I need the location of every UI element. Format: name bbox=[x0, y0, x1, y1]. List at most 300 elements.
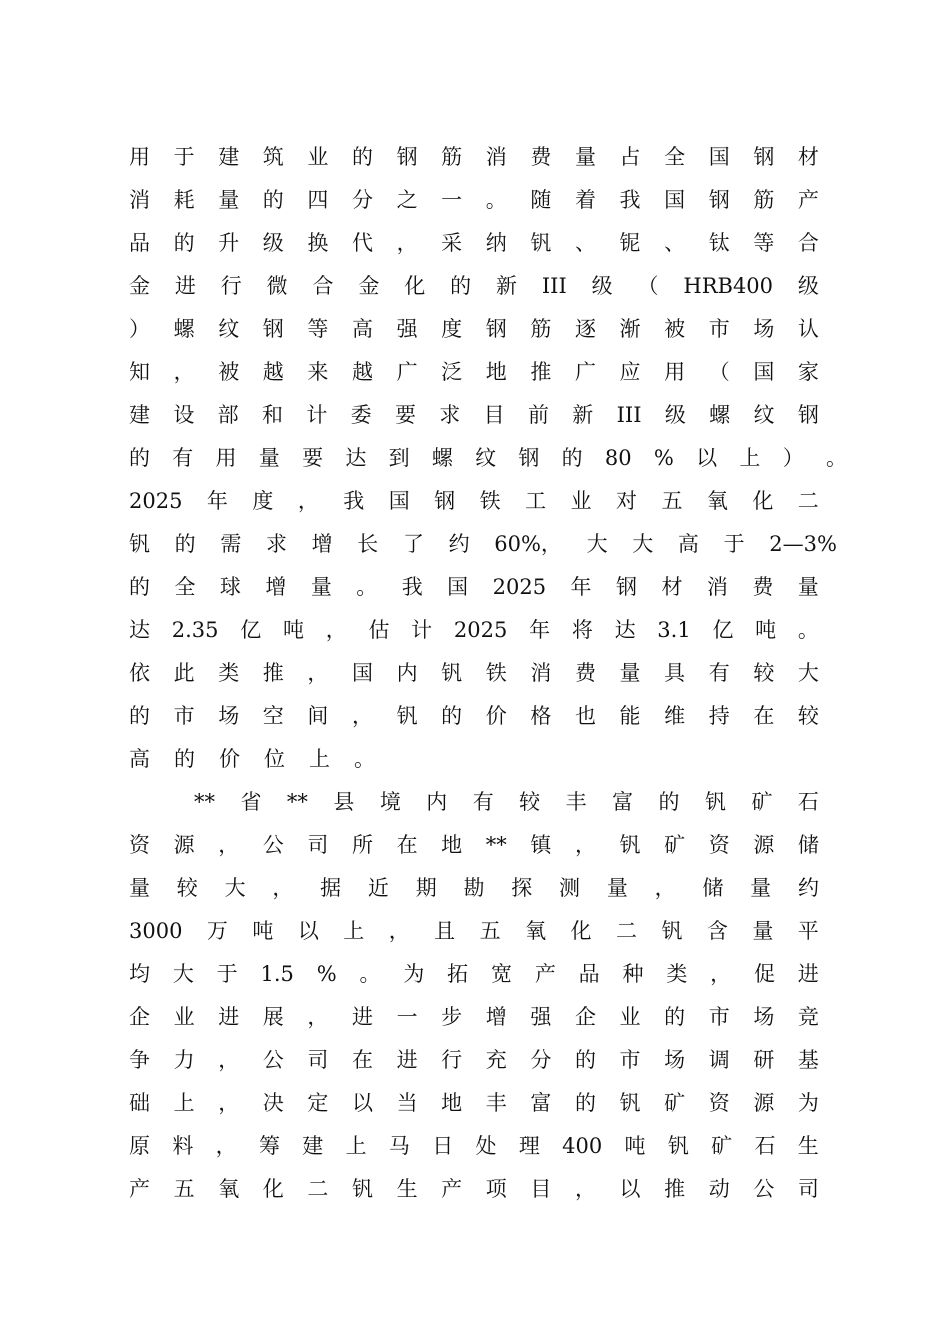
text-token: ， bbox=[218, 833, 240, 857]
text-token: 于 bbox=[216, 962, 238, 986]
text-token: ， bbox=[574, 1177, 596, 1201]
text-token: 场 bbox=[218, 704, 240, 728]
text-line bbox=[129, 738, 819, 781]
text-token: 在 bbox=[753, 704, 775, 728]
text-token: ， bbox=[574, 833, 596, 857]
text-token: 有 bbox=[708, 661, 730, 685]
text-token: 全 bbox=[174, 575, 196, 599]
text-token: 一 bbox=[441, 188, 463, 212]
text-token: 竞 bbox=[797, 1005, 819, 1029]
text-token: ， bbox=[654, 876, 676, 900]
text-token: 种 bbox=[622, 962, 644, 986]
text-token: 的 bbox=[174, 532, 196, 556]
text-line bbox=[129, 480, 819, 523]
text-token: 400 bbox=[562, 1134, 603, 1158]
text-token: 约 bbox=[448, 532, 470, 556]
text-token: 年 bbox=[570, 575, 592, 599]
text-token: 渐 bbox=[619, 317, 641, 341]
text-line bbox=[129, 1039, 819, 1082]
text-token: 推 bbox=[530, 360, 552, 384]
text-token: 量 bbox=[606, 876, 628, 900]
text-token: 力 bbox=[173, 1048, 195, 1072]
text-token: 公 bbox=[262, 833, 284, 857]
text-token: 换 bbox=[307, 231, 329, 255]
text-token: 铁 bbox=[485, 661, 507, 685]
text-token: ， bbox=[272, 876, 294, 900]
text-token: 我 bbox=[343, 489, 365, 513]
text-token: 国 bbox=[388, 489, 410, 513]
text-token: 目 bbox=[530, 1177, 552, 1201]
text-token: 螺 bbox=[709, 403, 731, 427]
text-token: 研 bbox=[753, 1048, 775, 1072]
text-token: 越 bbox=[351, 360, 373, 384]
text-token: ， bbox=[307, 661, 329, 685]
text-token: 能 bbox=[619, 704, 641, 728]
text-token: 丰 bbox=[485, 1091, 507, 1115]
text-token: 动 bbox=[708, 1177, 730, 1201]
text-line bbox=[129, 996, 819, 1039]
text-line bbox=[129, 308, 819, 351]
text-token: 被 bbox=[218, 360, 240, 384]
text-token: 纳 bbox=[485, 231, 507, 255]
text-token: 氧 bbox=[525, 919, 547, 943]
text-token: 的 bbox=[174, 747, 195, 771]
text-token: 度 bbox=[441, 317, 463, 341]
text-token: 量 bbox=[797, 575, 819, 599]
text-token: 费 bbox=[530, 145, 552, 169]
text-token: % bbox=[653, 446, 674, 470]
text-token: 知 bbox=[129, 360, 150, 384]
text-token: 为 bbox=[797, 1091, 819, 1115]
text-token: 品 bbox=[578, 962, 600, 986]
text-token: 螺 bbox=[173, 317, 195, 341]
text-token: 上 bbox=[343, 919, 365, 943]
text-token: 80 bbox=[604, 446, 632, 470]
text-token: 约 bbox=[797, 876, 819, 900]
text-token: 且 bbox=[434, 919, 456, 943]
text-token: % bbox=[316, 962, 337, 986]
text-token: 钒 bbox=[667, 1134, 689, 1158]
text-token: 展 bbox=[262, 1005, 284, 1029]
text-token: 消 bbox=[706, 575, 728, 599]
text-token: 筋 bbox=[753, 188, 775, 212]
text-token: 纹 bbox=[218, 317, 240, 341]
text-token: 级 bbox=[591, 274, 613, 298]
text-token: 等 bbox=[307, 317, 329, 341]
text-token: 钒 bbox=[396, 704, 418, 728]
text-token: III bbox=[616, 403, 642, 427]
text-token: 上 bbox=[173, 1091, 195, 1115]
text-token: 企 bbox=[574, 1005, 596, 1029]
text-token: 达 bbox=[345, 446, 367, 470]
text-token: 、 bbox=[664, 231, 686, 255]
text-token: 当 bbox=[396, 1091, 418, 1115]
text-token: 新 bbox=[496, 274, 517, 298]
text-token: 司 bbox=[307, 1048, 329, 1072]
text-token: 具 bbox=[664, 661, 686, 685]
text-token: ， bbox=[710, 962, 732, 986]
text-token: 五 bbox=[173, 1177, 195, 1201]
text-token: 产 bbox=[534, 962, 556, 986]
text-token: 较 bbox=[519, 790, 541, 814]
text-token: 期 bbox=[415, 876, 437, 900]
text-token: 于 bbox=[173, 145, 195, 169]
text-token: 。 bbox=[359, 962, 381, 986]
text-token: 内 bbox=[426, 790, 448, 814]
text-token: 行 bbox=[441, 1048, 463, 1072]
text-token: 钢 bbox=[518, 446, 540, 470]
text-token: 筑 bbox=[262, 145, 284, 169]
text-token: 、 bbox=[574, 231, 596, 255]
text-token: 储 bbox=[702, 876, 724, 900]
text-token: 建 bbox=[129, 403, 150, 427]
text-token: 分 bbox=[530, 1048, 552, 1072]
text-token: 钒 bbox=[661, 919, 683, 943]
text-token: 高 bbox=[129, 747, 150, 771]
text-token: 钒 bbox=[619, 1091, 641, 1115]
text-token: 有 bbox=[172, 446, 194, 470]
text-token: 生 bbox=[396, 1177, 418, 1201]
text-line bbox=[129, 1082, 819, 1125]
text-token: 到 bbox=[388, 446, 410, 470]
text-token: 勘 bbox=[463, 876, 485, 900]
text-token: 年 bbox=[529, 618, 551, 642]
text-token: 省 bbox=[240, 790, 262, 814]
text-token: 大 bbox=[797, 661, 819, 685]
text-token: 增 bbox=[311, 532, 333, 556]
text-token: 较 bbox=[176, 876, 198, 900]
text-token: ， bbox=[173, 360, 195, 384]
text-token: 司 bbox=[797, 1177, 819, 1201]
text-token: 金 bbox=[129, 274, 150, 298]
text-token: 工 bbox=[525, 489, 547, 513]
text-token: 场 bbox=[753, 1005, 775, 1029]
text-token: 钢 bbox=[396, 145, 418, 169]
text-token: 在 bbox=[351, 1048, 373, 1072]
text-token: 业 bbox=[619, 1005, 641, 1029]
text-token: 新 bbox=[572, 403, 594, 427]
text-token: 资 bbox=[708, 1091, 730, 1115]
text-token: 费 bbox=[574, 661, 596, 685]
text-token: 逐 bbox=[574, 317, 596, 341]
text-token: 化 bbox=[752, 489, 774, 513]
text-line bbox=[129, 136, 819, 179]
text-token: 的 bbox=[351, 145, 373, 169]
text-token: 量 bbox=[750, 876, 772, 900]
text-token: 委 bbox=[350, 403, 372, 427]
text-token: ， bbox=[351, 704, 373, 728]
text-token: 源 bbox=[753, 1091, 775, 1115]
text-token: 筹 bbox=[258, 1134, 280, 1158]
text-token: 采 bbox=[441, 231, 463, 255]
text-token: 国 bbox=[753, 360, 775, 384]
text-token: 含 bbox=[706, 919, 728, 943]
text-token: 建 bbox=[218, 145, 240, 169]
text-token: 市 bbox=[708, 1005, 730, 1029]
text-token: ** bbox=[286, 790, 308, 814]
text-token: 国 bbox=[447, 575, 469, 599]
text-token: 基 bbox=[797, 1048, 819, 1072]
text-token: 钛 bbox=[708, 231, 730, 255]
text-line bbox=[129, 695, 819, 738]
text-token: 促 bbox=[753, 962, 775, 986]
text-token: 资 bbox=[708, 833, 730, 857]
text-token: 升 bbox=[218, 231, 240, 255]
text-token: 2025 bbox=[492, 575, 547, 599]
text-token: 的 bbox=[173, 231, 195, 255]
text-token: 的 bbox=[561, 446, 583, 470]
text-token: 石 bbox=[754, 1134, 776, 1158]
text-token: 内 bbox=[396, 661, 418, 685]
text-token: 以 bbox=[696, 446, 718, 470]
text-token: 储 bbox=[797, 833, 819, 857]
text-token: 筋 bbox=[530, 317, 552, 341]
text-token: 来 bbox=[307, 360, 329, 384]
text-token: 目 bbox=[483, 403, 505, 427]
text-token: 钒 bbox=[530, 231, 552, 255]
text-token: 持 bbox=[708, 704, 730, 728]
text-token: 马 bbox=[388, 1134, 410, 1158]
text-token: 较 bbox=[753, 661, 775, 685]
text-token: 越 bbox=[262, 360, 284, 384]
text-token: 矿 bbox=[751, 790, 773, 814]
text-token: 我 bbox=[401, 575, 423, 599]
text-token: 格 bbox=[530, 704, 552, 728]
text-token: 要 bbox=[302, 446, 324, 470]
text-token: 高 bbox=[351, 317, 373, 341]
text-token: 的 bbox=[574, 1048, 596, 1072]
text-token: （ bbox=[708, 360, 730, 384]
text-token: 础 bbox=[129, 1091, 150, 1115]
text-token: 量 bbox=[218, 188, 240, 212]
text-token: 公 bbox=[262, 1048, 284, 1072]
text-token: 所 bbox=[351, 833, 373, 857]
text-token: 也 bbox=[574, 704, 596, 728]
text-token: 纹 bbox=[753, 403, 775, 427]
text-token: 产 bbox=[129, 1177, 150, 1201]
text-token: ） bbox=[782, 446, 804, 470]
text-token: 决 bbox=[262, 1091, 284, 1115]
text-token: 以 bbox=[619, 1177, 641, 1201]
text-token: 处 bbox=[475, 1134, 497, 1158]
text-token: 争 bbox=[129, 1048, 150, 1072]
text-token: 二 bbox=[797, 489, 819, 513]
text-token: 3.1 bbox=[657, 618, 691, 642]
text-token: 亿 bbox=[240, 618, 262, 642]
text-token: 县 bbox=[333, 790, 355, 814]
text-line bbox=[129, 910, 819, 953]
text-token: 国 bbox=[351, 661, 373, 685]
text-token: HRB400 bbox=[683, 274, 774, 298]
text-token: 五 bbox=[479, 919, 501, 943]
text-token: 量 bbox=[258, 446, 280, 470]
text-line bbox=[129, 394, 819, 437]
text-token: 钢 bbox=[708, 188, 730, 212]
text-token: 探 bbox=[511, 876, 533, 900]
text-token: 吨 bbox=[755, 618, 777, 642]
text-token: 估 bbox=[368, 618, 390, 642]
text-token: 纹 bbox=[475, 446, 497, 470]
text-token: 了 bbox=[402, 532, 424, 556]
text-token: 材 bbox=[797, 145, 819, 169]
text-token: 间 bbox=[307, 704, 329, 728]
text-token: 等 bbox=[753, 231, 775, 255]
text-line bbox=[129, 265, 819, 308]
text-token: 的 bbox=[450, 274, 472, 298]
text-token: 进 bbox=[797, 962, 819, 986]
text-token: 随 bbox=[530, 188, 552, 212]
text-token: ， bbox=[218, 1048, 240, 1072]
text-token: 化 bbox=[570, 919, 592, 943]
text-token: 上 bbox=[345, 1134, 367, 1158]
text-token: 原 bbox=[129, 1134, 150, 1158]
text-token: 2025 bbox=[453, 618, 508, 642]
text-token: 广 bbox=[574, 360, 596, 384]
text-token: 业 bbox=[173, 1005, 195, 1029]
text-token: 强 bbox=[530, 1005, 552, 1029]
text-token: 用 bbox=[129, 145, 150, 169]
text-token: 料 bbox=[172, 1134, 194, 1158]
text-token: 资 bbox=[129, 833, 150, 857]
text-token: 微 bbox=[266, 274, 288, 298]
text-token: 球 bbox=[219, 575, 241, 599]
text-token: 位 bbox=[264, 747, 285, 771]
text-token: 推 bbox=[262, 661, 284, 685]
text-token: 定 bbox=[307, 1091, 329, 1115]
text-token: 近 bbox=[367, 876, 389, 900]
text-token: 进 bbox=[396, 1048, 418, 1072]
text-token: 着 bbox=[574, 188, 596, 212]
text-token: 材 bbox=[661, 575, 683, 599]
text-line bbox=[129, 566, 819, 609]
text-token: 钢 bbox=[797, 403, 819, 427]
text-token: 之 bbox=[396, 188, 418, 212]
text-token: ， bbox=[297, 489, 319, 513]
text-line bbox=[129, 609, 819, 652]
text-token: 钢 bbox=[434, 489, 456, 513]
text-token: 代 bbox=[351, 231, 373, 255]
text-token: 为 bbox=[403, 962, 425, 986]
text-token: 化 bbox=[262, 1177, 284, 1201]
text-token: 此 bbox=[173, 661, 195, 685]
text-line bbox=[129, 652, 819, 695]
text-token: 均 bbox=[129, 962, 150, 986]
text-token: 需 bbox=[220, 532, 242, 556]
text-token: 市 bbox=[708, 317, 730, 341]
text-token: 我 bbox=[619, 188, 641, 212]
text-line bbox=[129, 523, 837, 566]
text-token: 企 bbox=[129, 1005, 150, 1029]
text-token: 上 bbox=[739, 446, 761, 470]
text-token: 2.35 bbox=[171, 618, 219, 642]
text-token: ， bbox=[218, 1091, 240, 1115]
text-token: 对 bbox=[615, 489, 637, 513]
text-line bbox=[129, 824, 819, 867]
text-token: 依 bbox=[129, 661, 150, 685]
text-token: 的 bbox=[129, 446, 150, 470]
text-token: 量 bbox=[574, 145, 596, 169]
text-token: 项 bbox=[485, 1177, 507, 1201]
text-token: 强 bbox=[396, 317, 418, 341]
text-token: 亿 bbox=[712, 618, 734, 642]
text-token: ） bbox=[129, 317, 150, 341]
text-token: 平 bbox=[797, 919, 819, 943]
text-token: 充 bbox=[485, 1048, 507, 1072]
text-token: 生 bbox=[797, 1134, 819, 1158]
text-token: 长 bbox=[357, 532, 379, 556]
text-token: 以 bbox=[351, 1091, 373, 1115]
text-token: 业 bbox=[307, 145, 329, 169]
text-line bbox=[129, 179, 819, 222]
text-token: 量 bbox=[129, 876, 150, 900]
text-token: 富 bbox=[530, 1091, 552, 1115]
text-token: 行 bbox=[220, 274, 242, 298]
text-token: 3000 bbox=[129, 919, 183, 943]
text-token: 前 bbox=[527, 403, 549, 427]
text-token: 有 bbox=[472, 790, 494, 814]
text-token: 品 bbox=[129, 231, 150, 255]
text-token: 。 bbox=[356, 575, 378, 599]
text-token: 的 bbox=[262, 188, 284, 212]
text-token: 宽 bbox=[491, 962, 512, 986]
text-token: 矿 bbox=[664, 1091, 686, 1115]
text-token: 要 bbox=[394, 403, 416, 427]
text-token: 计 bbox=[306, 403, 328, 427]
text-token: 钒 bbox=[619, 833, 641, 857]
body-text bbox=[129, 136, 847, 1211]
text-token: 用 bbox=[664, 360, 686, 384]
text-token: 金 bbox=[358, 274, 380, 298]
text-token: 价 bbox=[219, 747, 240, 771]
text-token: 市 bbox=[619, 1048, 641, 1072]
text-token: 的 bbox=[664, 1005, 686, 1029]
text-token: 吨 bbox=[624, 1134, 646, 1158]
text-token: 钢 bbox=[615, 575, 637, 599]
text-token: 螺 bbox=[431, 446, 453, 470]
text-token: 五 bbox=[661, 489, 683, 513]
text-token: 上 bbox=[309, 747, 330, 771]
text-token: ** bbox=[485, 833, 507, 857]
text-line bbox=[129, 1125, 819, 1168]
text-token: 于 bbox=[723, 532, 745, 556]
text-token: 矿 bbox=[711, 1134, 733, 1158]
text-token: 级 bbox=[262, 231, 284, 255]
text-token: 一 bbox=[396, 1005, 418, 1029]
text-token: 家 bbox=[797, 360, 819, 384]
text-token: 富 bbox=[612, 790, 634, 814]
text-token: 二 bbox=[307, 1177, 329, 1201]
text-token: 广 bbox=[396, 360, 418, 384]
text-token: 大 bbox=[586, 532, 608, 556]
text-token: 地 bbox=[441, 1091, 463, 1115]
text-token: 以 bbox=[297, 919, 319, 943]
text-token: （ bbox=[637, 274, 659, 298]
text-token: 。 bbox=[797, 618, 819, 642]
text-token: 大 bbox=[632, 532, 654, 556]
text-token: 类 bbox=[666, 962, 688, 986]
text-token: 丰 bbox=[565, 790, 587, 814]
text-line bbox=[129, 781, 819, 824]
text-token: 耗 bbox=[173, 188, 195, 212]
text-token: 源 bbox=[173, 833, 195, 857]
text-token: 60%， bbox=[494, 532, 562, 556]
text-token: 达 bbox=[129, 618, 150, 642]
text-token: 级 bbox=[664, 403, 686, 427]
text-line bbox=[129, 1168, 819, 1211]
text-token: 源 bbox=[753, 833, 775, 857]
text-token: 类 bbox=[218, 661, 240, 685]
text-token: 据 bbox=[320, 876, 342, 900]
